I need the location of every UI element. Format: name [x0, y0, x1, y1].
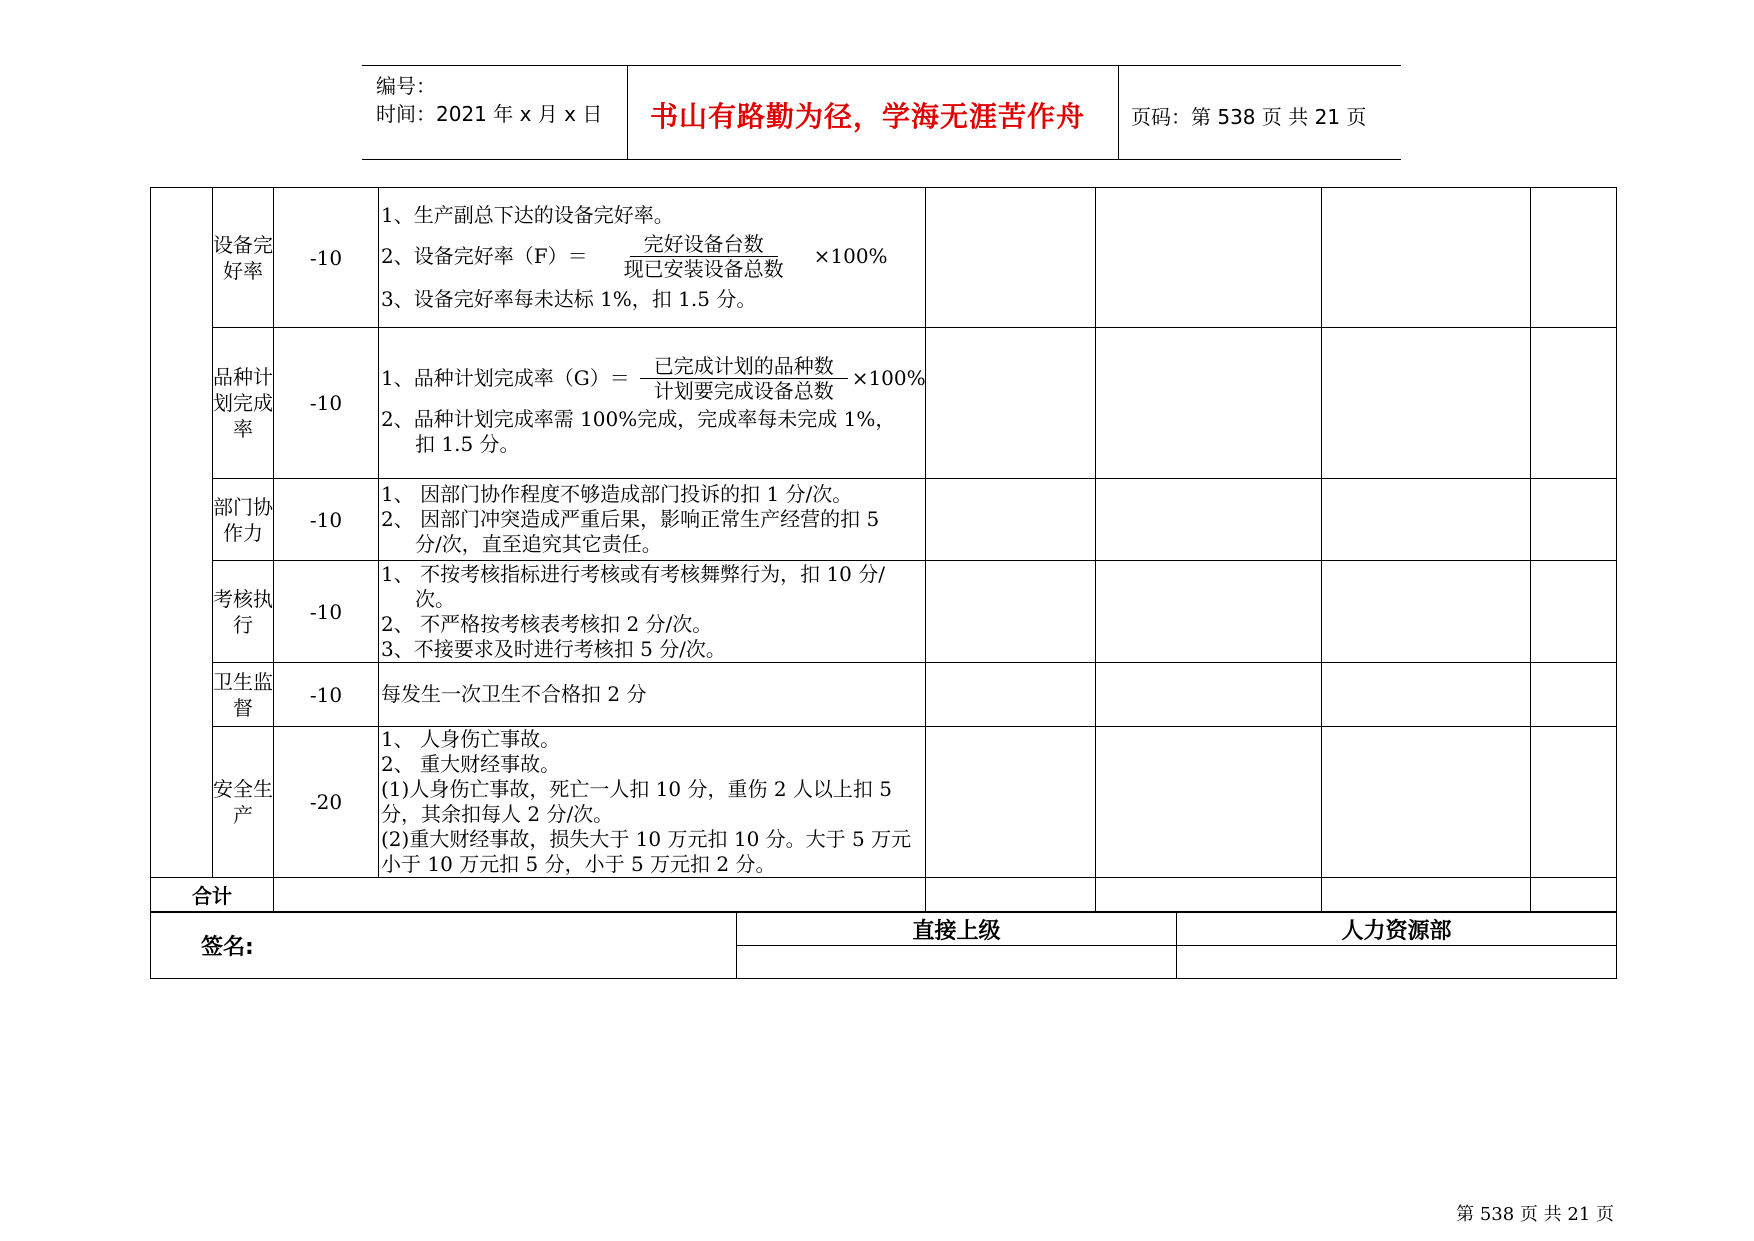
criteria-line: 3、设备完好率每未达标 1%，扣 1.5 分。: [381, 287, 757, 311]
serial-label: 编号：: [376, 74, 436, 98]
empty-cell: [1096, 727, 1322, 878]
category-cell: 考核执行: [213, 561, 274, 663]
empty-cell: [1096, 663, 1322, 727]
criteria-line: 1、 人身伤亡事故。: [381, 727, 561, 751]
score-cell: -10: [274, 328, 379, 479]
criteria-cell: [379, 561, 926, 663]
supervisor-signature-field[interactable]: [737, 946, 1177, 979]
score-cell: -10: [274, 663, 379, 727]
category-cell: 品种计划完成率: [213, 328, 274, 479]
empty-cell: [1322, 479, 1531, 561]
empty-cell: [1322, 561, 1531, 663]
criteria-line: 2、品种计划完成率需 100%完成，完成率每未完成 1%，: [381, 406, 896, 431]
empty-cell: [926, 727, 1096, 878]
fraction-denominator: 计划要完成设备总数: [653, 378, 834, 403]
fraction-numerator: 已完成计划的品种数: [640, 354, 848, 379]
motto: 书山有路勤为径，学海无涯苦作舟: [650, 100, 1086, 133]
table-row: [151, 663, 1617, 727]
criteria-line: 1、 不按考核指标进行考核或有考核舞弊行为，扣 10 分/: [381, 561, 885, 586]
empty-cell: [926, 479, 1096, 561]
criteria-line: (1)人身伤亡事故，死亡一人扣 10 分，重伤 2 人以上扣 5: [381, 777, 893, 801]
category-cell: 设备完好率: [213, 188, 274, 328]
formula: [381, 354, 925, 403]
page-footer: 第 538 页 共 21 页: [1456, 1204, 1614, 1225]
fraction: [610, 232, 798, 281]
empty-cell: [926, 663, 1096, 727]
empty-cell: [1096, 561, 1322, 663]
empty-cell: [1322, 188, 1531, 328]
criteria-cell: [379, 727, 926, 878]
criteria-line: 2、 不严格按考核表考核扣 2 分/次。: [381, 611, 713, 636]
empty-cell: [926, 328, 1096, 479]
page-info: 页码：第 538 页 共 21 页: [1131, 105, 1367, 129]
empty-cell: [1322, 878, 1531, 912]
signature-label: 签名:: [151, 913, 737, 979]
header-divider-left: [627, 65, 628, 159]
signature-table: [150, 912, 1617, 979]
fraction-numerator: 完好设备台数: [630, 232, 778, 257]
fraction: [640, 354, 848, 403]
fraction-denominator: 现已安装设备总数: [623, 257, 784, 281]
score-cell: -10: [274, 561, 379, 663]
signature-header-row: [151, 913, 1617, 946]
criteria-line: 1、生产副总下达的设备完好率。: [381, 203, 674, 227]
empty-cell: [1096, 188, 1322, 328]
table-row: [151, 479, 1617, 561]
formula-suffix: ×100%: [813, 244, 888, 268]
category-cell: 安全生产: [213, 727, 274, 878]
table-row: [151, 561, 1617, 663]
empty-cell: [1322, 663, 1531, 727]
criteria-line: 扣 1.5 分。: [415, 431, 520, 456]
empty-cell: [1531, 561, 1617, 663]
total-row: [151, 878, 1617, 912]
category-cell: 部门协作力: [213, 479, 274, 561]
empty-cell: [1096, 328, 1322, 479]
category-cell: 卫生监督: [213, 663, 274, 727]
table-row: [151, 188, 1617, 328]
signature-col-supervisor: 直接上级: [737, 913, 1177, 946]
criteria-line: 1、 因部门协作程度不够造成部门投诉的扣 1 分/次。: [381, 482, 853, 506]
criteria-line: 每发生一次卫生不合格扣 2 分: [381, 682, 647, 706]
criteria-line: 3、不接要求及时进行考核扣 5 分/次。: [381, 636, 726, 661]
empty-cell: [1531, 663, 1617, 727]
signature-col-hr: 人力资源部: [1177, 913, 1617, 946]
assessment-table: [150, 187, 1617, 912]
empty-cell: [1531, 328, 1617, 479]
empty-cell: [1096, 878, 1322, 912]
total-label: 合计: [151, 878, 274, 912]
empty-cell: [1531, 188, 1617, 328]
formula-prefix: 1、品种计划完成率（G）＝: [381, 365, 630, 390]
criteria-cell: [379, 479, 926, 561]
criteria-line: 小于 10 万元扣 5 分，小于 5 万元扣 2 分。: [381, 852, 776, 876]
empty-cell: [926, 188, 1096, 328]
criteria-line: 次。: [415, 586, 455, 611]
criteria-line: 2、 重大财经事故。: [381, 752, 561, 776]
header-top-rule: [362, 65, 1401, 66]
header-divider-right: [1118, 65, 1119, 159]
criteria-line: 分/次，直至追究其它责任。: [415, 532, 662, 556]
empty-cell: [926, 878, 1096, 912]
total-value-cell: [274, 878, 926, 912]
group-cell: [151, 188, 213, 878]
formula: [381, 232, 925, 281]
empty-cell: [1531, 878, 1617, 912]
table-row: [151, 727, 1617, 878]
score-cell: -10: [274, 479, 379, 561]
criteria-line: (2)重大财经事故，损失大于 10 万元扣 10 分。大于 5 万元: [381, 827, 912, 851]
criteria-line: 分，其余扣每人 2 分/次。: [381, 802, 614, 826]
criteria-line: 2、 因部门冲突造成严重后果，影响正常生产经营的扣 5: [381, 507, 880, 531]
empty-cell: [1531, 727, 1617, 878]
empty-cell: [1531, 479, 1617, 561]
date-label: 时间：2021 年 x 月 x 日: [376, 102, 603, 126]
score-cell: -10: [274, 188, 379, 328]
header-bottom-rule: [362, 159, 1401, 160]
criteria-cell: [379, 328, 926, 479]
empty-cell: [1322, 328, 1531, 479]
criteria-cell: [379, 663, 926, 727]
formula-suffix: ×100%: [851, 365, 926, 390]
empty-cell: [1096, 479, 1322, 561]
empty-cell: [926, 561, 1096, 663]
table-row: [151, 328, 1617, 479]
score-cell: -20: [274, 727, 379, 878]
formula-prefix: 2、设备完好率（F）＝: [381, 244, 588, 268]
empty-cell: [1322, 727, 1531, 878]
criteria-cell: [379, 188, 926, 328]
hr-signature-field[interactable]: [1177, 946, 1617, 979]
